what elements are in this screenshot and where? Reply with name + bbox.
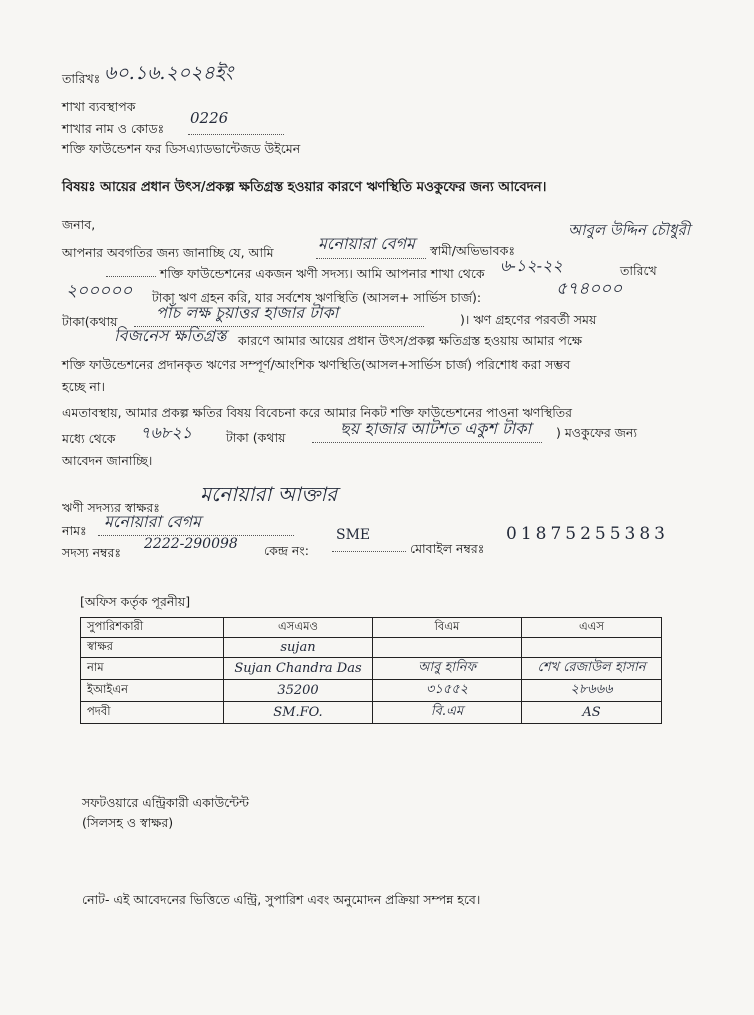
table-cell: ২৮৬৬৬	[522, 680, 662, 702]
body-text: তারিখে	[620, 263, 657, 278]
subject-line: বিষয়ঃ আয়ের প্রধান উৎস/প্রকল্প ক্ষতিগ্রস্ত হওয়ার কারণে ঋণস্থিতি মওকুফের জন্য আবেদন।	[62, 180, 547, 195]
table-row	[81, 618, 662, 638]
table-cell: বি.এম	[373, 702, 522, 724]
office-caption: [অফিস কর্তৃক পূরনীয়]	[80, 594, 191, 609]
footer-note: নোট- এই আবেদনের ভিত্তিতে এন্ট্রি, সুপারিশ এবং অনুমোদন প্রক্রিয়া সম্পন্ন হবে।	[82, 892, 481, 907]
body-text: শক্তি ফাউন্ডেশনের একজন ঋণী সদস্য। আমি আপনার শাখা থেকে	[160, 266, 485, 281]
center-number: SME	[336, 527, 371, 543]
table-header-cell: বিএম	[373, 618, 522, 638]
row-label: পদবী	[81, 702, 224, 724]
table-row	[81, 638, 662, 658]
table-row	[81, 702, 662, 724]
loan-amount: ২০০০০০	[66, 281, 133, 301]
salutation: জনাব,	[62, 217, 96, 232]
mobile-number: 01875255383	[506, 524, 669, 544]
member-number-label: সদস্য নম্বরঃ	[62, 545, 122, 560]
applicant-name: মনোয়ারা বেগম	[318, 234, 415, 253]
table-cell	[373, 638, 522, 658]
office-table	[80, 617, 662, 724]
balance-words: পাঁচ লক্ষ চুয়াত্তর হাজার টাকা	[156, 303, 339, 322]
table-cell: SM.FO.	[224, 702, 373, 724]
branch-label: শাখার নাম ও কোডঃ	[62, 121, 165, 136]
table-cell: ৩১৫৫২	[373, 680, 522, 702]
branch-code: 0226	[190, 109, 229, 127]
table-row	[81, 680, 662, 702]
body-text: টাকা ঋণ গ্রহন করি, যার সর্বশেষ ঋণস্থিতি (আসল+ সার্ভিস চার্জ):	[152, 290, 482, 305]
table-header-cell: এএস	[522, 618, 662, 638]
body-text: টাকা (কথায়	[226, 430, 286, 445]
table-cell	[522, 638, 662, 658]
organization-name: শক্তি ফাউন্ডেশন ফর ডিসএ্যাডভান্টেজড উইমেন	[62, 141, 301, 156]
date-label: তারিখঃ	[62, 71, 101, 86]
table-header-cell: এসএমও	[224, 618, 373, 638]
member-signature: মনোয়ারা আক্তার	[200, 482, 338, 506]
row-label: ইআইএন	[81, 680, 224, 702]
row-label: স্বাক্ষর	[81, 638, 224, 658]
waiver-words: ছয় হাজার আটশত একুশ টাকা	[340, 419, 532, 438]
body-text: টাকা(কথায়	[62, 314, 118, 329]
table-cell: আবু হানিফ	[373, 658, 522, 680]
guardian-name: আবুল উদ্দিন চৌধুরী	[568, 221, 691, 239]
member-number: 2222-290098	[144, 536, 238, 552]
table-cell: AS	[522, 702, 662, 724]
body-text: মধ্যে থেকে	[62, 431, 116, 446]
member-name: মনোয়ারা বেগম	[104, 512, 201, 531]
table-cell: শেখ রেজাউল হাসান	[522, 658, 662, 680]
body-text: আপনার অবগতির জন্য জানাচ্ছি যে, আমি	[62, 245, 274, 260]
waiver-amount: ৭৬৮২১	[140, 423, 192, 442]
table-header-cell: সুপারিশকারী	[81, 618, 224, 638]
blank-line	[106, 272, 156, 277]
member-name-label: নামঃ	[62, 523, 87, 538]
body-text: হচ্ছে না।	[62, 379, 105, 394]
member-signature-label: ঋণী সদস্যর স্বাক্ষরঃ	[62, 500, 160, 515]
mobile-label: মোবাইল নম্বরঃ	[410, 541, 485, 556]
center-label: কেন্দ্র নং:	[264, 543, 309, 558]
body-text: স্বামী/অভিভাবকঃ	[430, 243, 515, 258]
table-cell: Sujan Chandra Das	[224, 658, 373, 680]
body-text: এমতাবস্থায়, আমার প্রকল্প ক্ষতির বিষয় বিবেচনা করে আমার নিকট শক্তি ফাউন্ডেশনের পাওনা ঋণস্থিতির	[62, 405, 573, 420]
balance-amount: ৫৭৪০০০	[556, 279, 623, 299]
center-line	[332, 539, 406, 552]
loan-date: ৬-১২-২২	[500, 256, 563, 275]
date-value: ৬০.১৬.২০২৪ইং	[104, 62, 233, 84]
table-cell: sujan	[224, 638, 373, 658]
software-entry-label: সফটওয়ারে এন্ট্রিকারী একাউন্টেন্ট	[82, 795, 249, 810]
seal-sign-label: (সিলসহ ও স্বাক্ষর)	[82, 815, 174, 830]
body-text: শক্তি ফাউন্ডেশনের প্রদানকৃত ঋণের সম্পূর্ণ/আংশিক ঋণস্থিতি(আসল+সার্ভিস চার্জ) পরিশোধ করা সম্ভব	[62, 357, 571, 372]
body-text: )। ঋণ গ্রহণের পরবর্তী সময়	[460, 312, 597, 327]
reason: বিজনেস ক্ষতিগ্রস্ত	[114, 326, 227, 345]
body-text: আবেদন জানাচ্ছি।	[62, 453, 153, 468]
body-text: কারণে আমার আয়ের প্রধান উৎস/প্রকল্প ক্ষতিগ্রস্ত হওয়ায় আমার পক্ষে	[238, 333, 582, 348]
body-text: ) মওকুফের জন্য	[556, 425, 638, 440]
branch-manager: শাখা ব্যবস্থাপক	[62, 99, 136, 114]
table-cell: 35200	[224, 680, 373, 702]
table-row	[81, 658, 662, 680]
row-label: নাম	[81, 658, 224, 680]
